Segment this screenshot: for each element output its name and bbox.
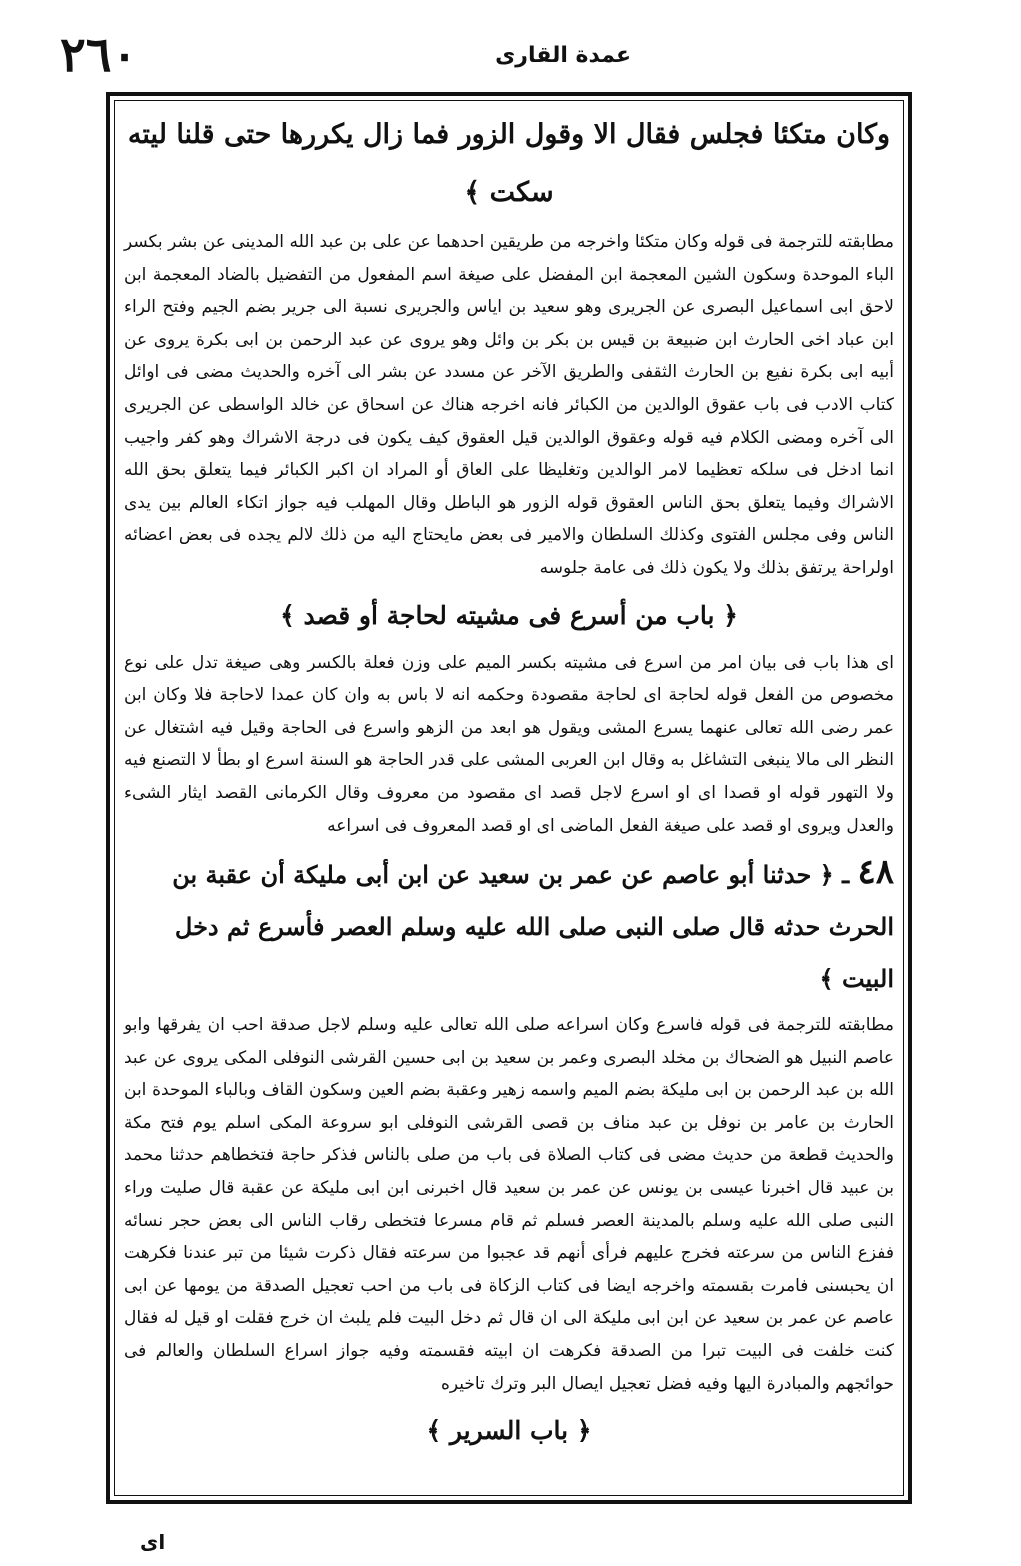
commentary-paragraph-2: اى هذا باب فى بيان امر من اسرع فى مشيته بكسر الميم على وزن فعلة بالكسر وهى صيغة تدل على نوع مخصوص من الفعل قوله لحاجة اى لحاجة مقصودة وحكمه انه لا باس به وان كان عمدا لاحاجة فلا وكان ابن عمر رضى الله تعالى عنهما يسرع المشى ويقول هو ابعد من الزهو واسرع فى الحاجة وقيل فيه اشتغال عن النظر الى مالا ينبغى التشاغل به وقال ابن العربى المشى على قدر الحاجة هو السنة اسرع او بطأ لا التصنع فيه ولا التهور قوله او قصدا اى او اسرع لاجل قصد اى مقصود من معروف وقال الكرمانى القصد ايثار الشىء والعدل ويروى او قصد على صيغة الفعل الماضى اى او قصد المعروف فى اسراعه (124, 652, 894, 836)
hadith-number: ٤٨ (857, 852, 894, 893)
chapter-heading-1-text: باب من أسرع فى مشيته لحاجة أو قصد (303, 600, 715, 630)
page-header (60, 27, 961, 83)
chapter-heading-1: ﴿ باب من أسرع فى مشيته لحاجة أو قصد ﴾ (280, 600, 738, 630)
page-content (124, 106, 894, 1454)
page-number: ٢٦٠ (60, 27, 138, 83)
hadith-48-text: حدثنا أبو عاصم عن عمر بن سعيد عن ابن أبى مليكة أن عقبة بن الحرث حدثه قال صلى النبى صلى الله عليه وسلم العصر فأسرع ثم دخل البيت (172, 860, 894, 994)
catchword: اى (140, 1530, 166, 1554)
commentary-paragraph-1: مطابقته للترجمة فى قوله وكان متكئا واخرجه من طريقين احدهما عن على بن عبد الله المدينى عن بشر بكسر الباء الموحدة وسكون الشين المعجمة ابن المفضل على صيغة اسم المفعول من التفضيل بالضاد المعجمة ابن لاحق ابى اسماعيل البصرى عن الجريرى وهو سعيد بن اياس والجريرى نسبة الى جرير بضم الجيم وفتح الراء ابن عباد اخى الحارث ابن ضبيعة بن قيس بن بكر بن وائل وهو يروى عن عبد الرحمن بن ابى بكرة يروى عن أبيه ابى بكرة نفيع بن الحارث الثقفى والطريق الآخر عن مسدد عن بشر الى آخره والحديث مضى فى اوائل كتاب الادب فى باب عقوق الوالدين من الكبائر فانه اخرجه هناك عن اسحاق عن خالد الواسطى عن الجريرى الى آخره ومضى الكلام فيه قوله وعقوق الوالدين قيل العقوق كيف يكون فى درجة الاشراك وهو كفر واجيب انما ادخل فى سلكه تعظيما لامر الوالدين وتغليظا على العاق أو المراد ان اكبر الكبائر فيما يتعلق بحق الله الاشراك وفيما يتعلق بحق الناس العقوق قوله الزور هو الباطل وقال المهلب فيه جواز اتكاء العالم بين يدى الناس وفى مجلس الفتوى وكذلك السلطان والامير فى بعض مايحتاج اليه من ذلك لالم يجده فى بعض اعضائه اولراحة يرتفق بذلك ولا يكون ذلك فى عامة جلوسه (124, 232, 894, 578)
commentary-paragraph-3: مطابقته للترجمة فى قوله فاسرع وكان اسراعه صلى الله تعالى عليه وسلم لاجل صدقة احب ان يفرقها وابو عاصم النبيل هو الضحاك بن مخلد البصرى وعمر بن سعيد بن ابى حسين القرشى النوفلى المكى يروى عن عبد الله بن عبد الرحمن بن ابى مليكة بضم الميم واسمه زهير وعقبة بضم العين وسكون القاف وبالباء الموحدة ابن الحارث بن عامر بن نوفل بن عبد مناف بن قصى القرشى النوفلى ابو سروعة المكى اسلم يوم فتح مكة والحديث قطعة من حديث مضى فى كتاب الصلاة فى باب من صلى بالناس فذكر حاجة فتخطاهم حدثنا محمد بن عبيد قال اخبرنا عيسى بن يونس عن عمر بن سعيد قال اخبرنى ابن ابى مليكة عن عقبة قال صليت وراء النبى صلى الله عليه وسلم بالمدينة العصر فسلم ثم قام مسرعا فتخطى رقاب الناس الى بعض حجر نسائه ففزع الناس من سرعته فخرج عليهم فرأى أنهم قد عجبوا من سرعته فقال ذكرت شيئا من تبر عندنا فكرهت ان يحبسنى فامرت بقسمته واخرجه ايضا فى كتاب الزكاة فى باب من احب تعجيل الصدقة من يومها عن ابى عاصم عن عمر بن سعيد عن ابن ابى مليكة الى ان قال ثم دخل البيت فلم يلبث ان خرج فقلت او قيل له فقال كنت خلفت فى البيت تبرا من الصدقة فكرهت ان ابيته فقسمته وفيه جواز اسراع السلطان والعالم فى حوائجهم والمبادرة اليها وفيه فضل تعجيل ايصال البر وترك تاخيره (124, 1015, 894, 1394)
text-frame (106, 92, 912, 1504)
chapter-heading-2: ﴿ باب السرير ﴾ (426, 1416, 592, 1446)
hadith-top: وكان متكئا فجلس فقال الا وقول الزور فما زال يكررها حتى قلنا ليته سكت ﴾ (127, 119, 891, 208)
hadith-48: ٤٨ ـ ﴿ حدثنا أبو عاصم عن عمر بن سعيد عن ابن أبى مليكة أن عقبة بن الحرث حدثه قال صلى النبى صلى الله عليه وسلم العصر فأسرع ثم دخل البيت ﴾ (172, 852, 894, 994)
hadith-top-text: وكان متكئا فجلس فقال الا وقول الزور فما زال يكررها حتى قلنا ليته سكت (127, 119, 891, 208)
running-title: عمدة القارى (495, 42, 631, 68)
chapter-heading-2-text: باب السرير (449, 1416, 569, 1446)
